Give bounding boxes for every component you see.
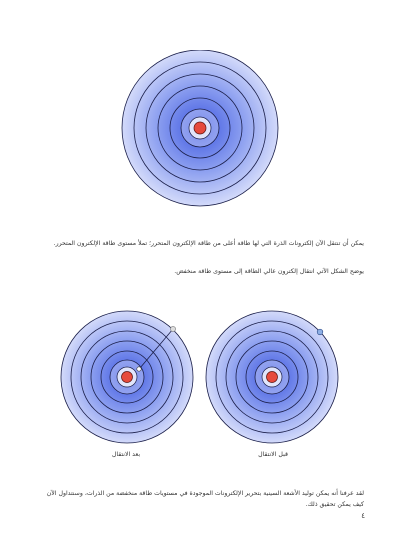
high-energy-electron xyxy=(317,329,323,335)
paragraph-3: لقد عرفنا أنه يمكن توليد الأشعة السينية بتحرير الإلكترونات الموجودة في مستويات طاقة منخفضة من الذرات، وسنتداول الآن كيف يمكن تحقيق ذلك. xyxy=(46,490,364,508)
atom-diagram-top xyxy=(120,50,280,210)
electron-origin xyxy=(170,326,175,331)
nucleus xyxy=(122,372,133,383)
nucleus xyxy=(194,122,206,134)
page-number: ٤ xyxy=(361,512,365,520)
electron-arrived xyxy=(137,367,141,371)
atom-diagram-after-transition xyxy=(60,310,196,446)
caption-before-transition: قبل الانتقال xyxy=(258,451,288,458)
paragraph-2: يوضح الشكل الآتي انتقال إلكترون عالي الطاقة إلى مستوى طاقة منخفض. xyxy=(174,268,364,275)
nucleus xyxy=(267,372,278,383)
caption-after-transition: بعد الانتقال xyxy=(111,451,141,458)
paragraph-1: يمكن أن تنتقل الآن إلكترونات الذرة التي لها طاقة أعلى من طاقة الإلكترون المتحرر؛ تملأ مستوى طاقة الإلكترون المتحرر. xyxy=(53,240,364,247)
atom-diagram-before-transition xyxy=(205,310,341,446)
